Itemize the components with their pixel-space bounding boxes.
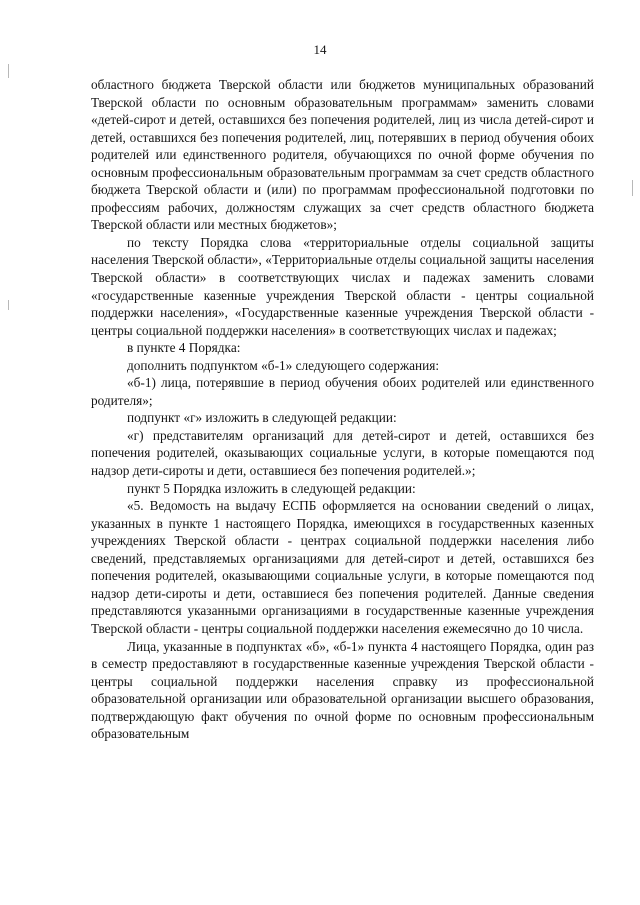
paragraph: «г) представителям организаций для детей-сирот и детей, оставшихся без попечения родителей, оказывающих социальные услуги, в которые помещаются под надзор дети-сироты и дети, оставшиеся без попечения родителей.»; [91, 427, 594, 479]
paragraph: в пункте 4 Порядка: [127, 340, 241, 356]
paragraph: по тексту Порядка слова «территориальные отделы социальной защиты населения Тверской области», «Территориальные отделы социальной защиты населения Тверской области» в соответствующих числах и падежах заменить словами «государственные казенные учреждения Тверской области - центры социальной поддержки населения», «Государственные казенные учреждения Тверской области - центры социальной поддержки населения» в соответствующих числах и падежах; [91, 234, 594, 338]
page-number: 14 [313, 42, 327, 57]
document-body [91, 76, 594, 743]
paragraph: «б-1) лица, потерявшие в период обучения обоих родителей или единственного родителя»; [91, 375, 594, 408]
paragraph: Лица, указанные в подпунктах «б», «б-1» пункта 4 настоящего Порядка, один раз в семестр предоставляют в государственные казенные учреждения Тверской области - центры социальной поддержки населения справку из профессиональной образовательной организации или образовательной организации высшего образования, подтверждающую факт обучения по очной форме по основным профессиональным образовательным [91, 638, 594, 742]
paragraph: «5. Ведомость на выдачу ЕСПБ оформляется на основании сведений о лицах, указанных в пункте 1 настоящего Порядка, имеющихся в государственных казенных учреждениях Тверской области - центрах социальной поддержки населения либо сведений, представляемых организациями для детей-сирот и детей, оставшихся без попечения родителей, оказывающими социальные услуги, в которые помещаются под надзор дети-сироты и дети, оставшиеся без попечения родителей. Данные сведения представляются указанными организациями в государственные казенные учреждения Тверской области - центры социальной поддержки населения ежемесячно до 10 числа. [91, 498, 594, 636]
paragraph: областного бюджета Тверской области или бюджетов муниципальных образований Тверской области по основным образовательным программам» заменить словами «детей-сирот и детей, оставшихся без попечения родителей, лиц из числа детей-сирот и детей, оставшихся без попечения родителей, лиц, потерявших в период обучения обоих родителей или единственного родителя, обучающихся по очной форме обучения по основным профессиональным образовательным программам за счет средств областного бюджета Тверской области и (или) по программам профессиональной подготовки по профессиям рабочих, должностям служащих за счет средств областного бюджета Тверской области или местных бюджетов»; [91, 77, 594, 233]
scan-margin-mark [8, 64, 9, 78]
paragraph: подпункт «г» изложить в следующей редакции: [127, 410, 397, 426]
paragraph: пункт 5 Порядка изложить в следующей редакции: [127, 480, 416, 496]
scan-margin-mark [632, 180, 633, 196]
paragraph: дополнить подпунктом «б-1» следующего содержания: [127, 357, 440, 373]
scan-margin-mark [8, 300, 9, 310]
